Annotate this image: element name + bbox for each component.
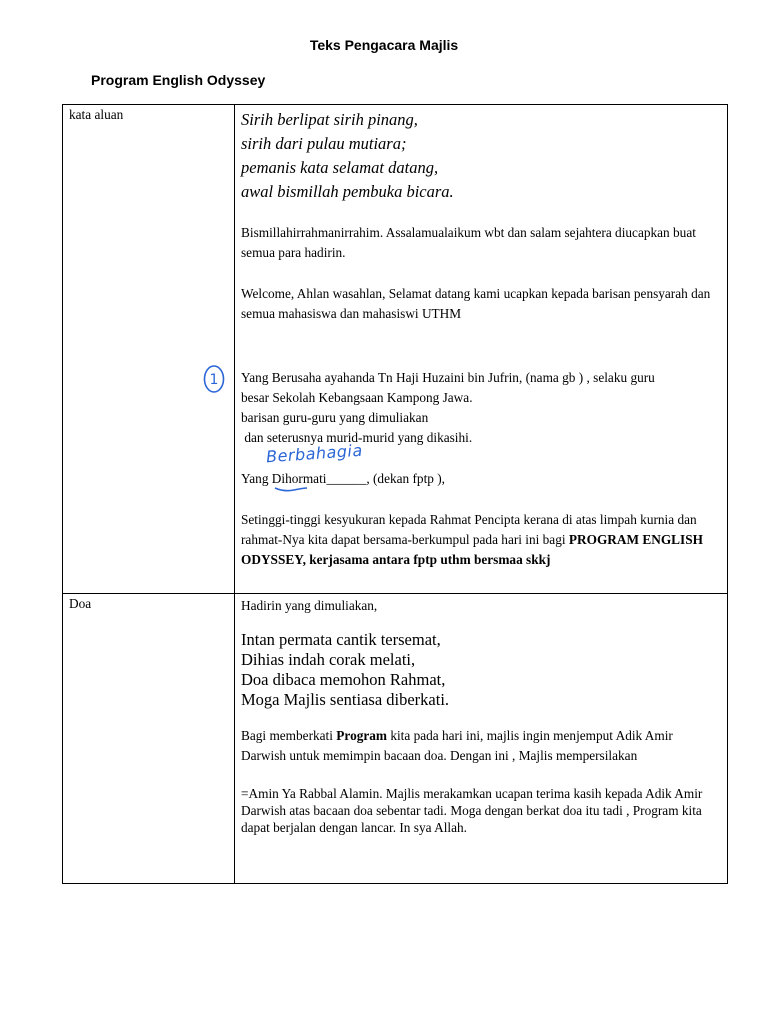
handwritten-underline-icon [274, 486, 308, 492]
row-label: Doa [63, 594, 235, 884]
pantun-line: awal bismillah pembuka bicara. [241, 182, 454, 201]
pantun-line: Moga Majlis sentiasa diberkati. [241, 690, 450, 709]
pantun-line: Doa dibaca memohon Rahmat, [241, 670, 446, 689]
paragraph [241, 726, 721, 766]
text-segment: Program [336, 728, 387, 743]
pantun-line: Intan permata cantik tersemat, [241, 630, 441, 649]
paragraph-line: besar Sekolah Kebangsaan Kampong Jawa. [241, 390, 473, 405]
annotated-word [272, 469, 285, 489]
handwritten-circle-icon [202, 364, 226, 394]
handwritten-annotation: Berbahagia [265, 440, 364, 467]
document-title: Teks Pengacara Majlis [309, 37, 459, 53]
row-label: kata aluan [63, 105, 235, 594]
text-segment: hormati______, (dekan fptp ), [285, 471, 446, 486]
paragraph [241, 469, 721, 489]
text-segment: Yang [241, 471, 272, 486]
paragraph: Hadirin yang dimuliakan, [241, 598, 378, 613]
text-segment: PROGRAM ENGLISH ODYSSEY, kerjasama antara fptp uthm bersmaa skkj [241, 532, 703, 567]
paragraph-line: dan seterusnya murid-murid yang dikasihi. [241, 430, 473, 445]
table-row-doa [63, 594, 728, 884]
table-row-kata-aluan [63, 105, 728, 594]
paragraph-line: Yang Berusaha ayahanda Tn Haji Huzaini bin Jufrin, (nama gb ) , selaku guru [241, 370, 655, 385]
paragraph [241, 368, 721, 448]
program-title: Program English Odyssey [91, 72, 266, 88]
paragraph: Welcome, Ahlan wasahlan, Selamat datang kami ucapkan kepada barisan pensyarah dan semua mahasiswa dan mahasiswi UTHM [241, 286, 711, 321]
paragraph: =Amin Ya Rabbal Alamin. Majlis merakamkan ucapan terima kasih kepada Adik Amir Darwish atas bacaan doa sebentar tadi. Moga dengan berkat doa itu tadi , Program kita dapat berjalan dengan lancar. In sya Allah. [241, 786, 703, 835]
pantun-line: Sirih berlipat sirih pinang, [241, 110, 418, 129]
script-table [62, 104, 728, 884]
pantun-doa [241, 630, 721, 710]
text-segment: Setinggi-tinggi kesyukuran kepada Rahmat Pencipta kerana di atas limpah kurnia dan rahmat-Nya kita dapat bersama-berkumpul pada hari ini bagi [241, 512, 697, 547]
row-content [235, 594, 728, 884]
paragraph: Bismillahirrahmanirrahim. Assalamualaikum wbt dan salam sejahtera diucapkan buat semua para hadirin. [241, 225, 696, 260]
paragraph-line: barisan guru-guru yang dimuliakan [241, 410, 429, 425]
row-content [235, 105, 728, 594]
paragraph [241, 510, 721, 570]
text-segment: kita pada hari ini, majlis ingin menjemput Adik Amir Darwish untuk memimpin bacaan doa. Dengan ini , Majlis mempersilakan [241, 728, 673, 763]
pantun-line: sirih dari pulau mutiara; [241, 134, 407, 153]
text-segment: Bagi memberkati [241, 728, 337, 743]
pantun-welcome [241, 108, 721, 204]
pantun-line: pemanis kata selamat datang, [241, 158, 439, 177]
pantun-line: Dihias indah corak melati, [241, 650, 416, 669]
text-segment: Di [271, 471, 286, 486]
circled-number: 1 [209, 372, 219, 388]
